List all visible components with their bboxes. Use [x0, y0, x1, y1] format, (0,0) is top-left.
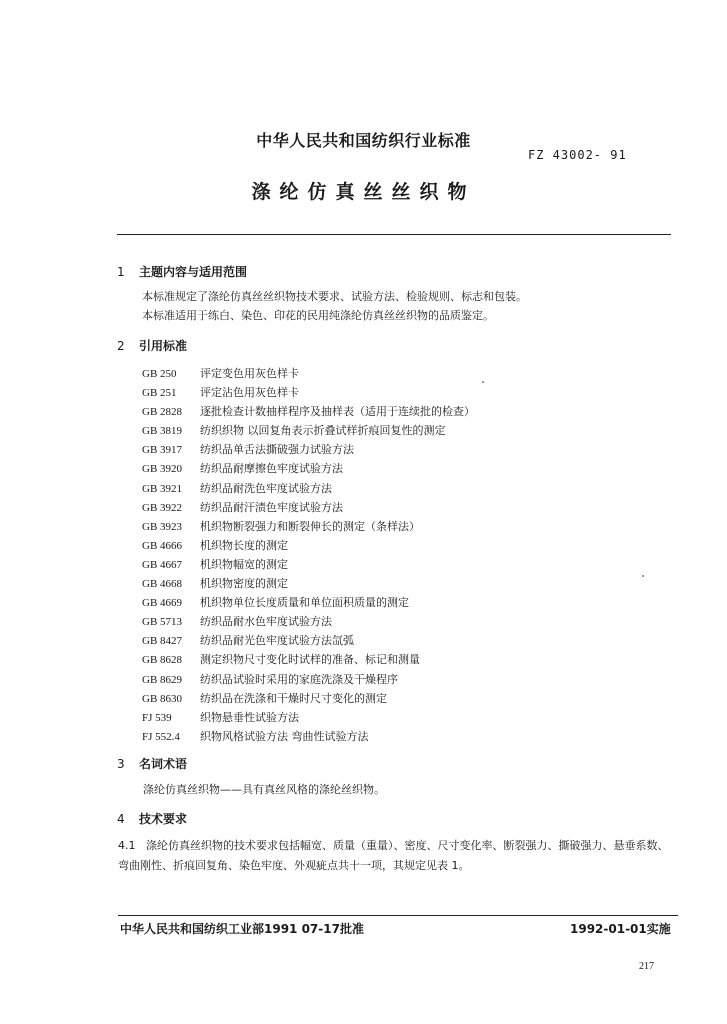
reference-code: GB 4666: [142, 539, 183, 552]
page-number: 217: [639, 961, 654, 972]
reference-title: 纺织品在洗涤和干燥时尺寸变化的测定: [200, 691, 387, 705]
reference-title: 纺织品试验时采用的家庭洗涤及干燥程序: [200, 672, 398, 686]
reference-title: 机织物密度的测定: [200, 577, 288, 591]
reference-title: 纺织品耐水色牢度试验方法: [200, 615, 332, 629]
section-1-title: 主题内容与适用范围: [139, 265, 248, 279]
section-3-title: 名词术语: [139, 757, 188, 771]
standard-code: FZ 43002- 91: [528, 148, 627, 162]
reference-title: 纺织品耐光色牢度试验方法氙弧: [200, 634, 354, 648]
reference-code: GB 8629: [142, 673, 183, 686]
reference-item: [142, 536, 475, 555]
reference-item: [142, 631, 475, 650]
section-3-heading: [117, 755, 187, 772]
section-3-number: 3: [117, 757, 125, 771]
reference-title: 逐批检查计数抽样程序及抽样表（适用于连续批的检查）: [200, 405, 475, 419]
reference-code: GB 250: [142, 368, 177, 380]
reference-item: [142, 555, 475, 574]
reference-code: GB 8628: [142, 654, 183, 667]
reference-title: 评定变色用灰色样卡: [200, 367, 299, 380]
reference-code: GB 3923: [142, 520, 183, 533]
effective-date: 1992-01-01实施: [570, 922, 671, 936]
clause-number: 4.1: [118, 839, 136, 852]
section-1-heading: [117, 263, 247, 280]
reference-item: [142, 479, 475, 498]
clause-4-1: [118, 836, 678, 876]
reference-item: [142, 650, 475, 669]
reference-title: 纺织品耐汗渍色牢度试验方法: [200, 500, 343, 514]
section-1-paragraph-1: 本标准规定了涤纶仿真丝丝织物技术要求、试验方法、检验规则、标志和包装。: [142, 290, 527, 303]
section-2-title: 引用标准: [139, 339, 188, 353]
reference-item: [142, 670, 475, 689]
reference-title: 纺织织物 以回复角表示折叠试样折痕回复性的测定: [200, 424, 446, 438]
reference-item: [142, 727, 475, 746]
reference-title: 纺织品耐摩擦色牢度试验方法: [200, 462, 343, 476]
reference-item: [142, 402, 475, 421]
approval-line: 中华人民共和国纺织工业部1991 07-17批准: [120, 922, 364, 936]
reference-list: [142, 364, 475, 746]
reference-item: [142, 383, 475, 402]
section-4-heading: [117, 810, 187, 827]
reference-code: FJ 552.4: [142, 730, 180, 743]
issuing-organization: 中华人民共和国纺织行业标准: [256, 131, 471, 150]
reference-code: FJ 539: [142, 711, 172, 724]
section-4-title: 技术要求: [139, 812, 188, 826]
reference-title: 织物风格试验方法 弯曲性试验方法: [200, 729, 369, 743]
reference-item: [142, 517, 475, 536]
reference-title: 织物悬垂性试验方法: [200, 710, 299, 724]
scan-speck: [642, 575, 644, 577]
reference-title: 机织物长度的测定: [200, 538, 288, 552]
section-2-number: 2: [117, 339, 125, 353]
reference-item: [142, 708, 475, 727]
reference-title: 纺织品耐洗色牢度试验方法: [200, 481, 332, 495]
reference-title: 机织物断裂强力和断裂伸长的测定（条样法）: [200, 519, 420, 533]
reference-code: GB 3920: [142, 463, 183, 476]
reference-code: GB 2828: [142, 406, 183, 419]
reference-item: [142, 498, 475, 517]
scan-speck: [482, 381, 484, 383]
reference-item: [142, 459, 475, 478]
reference-code: GB 5713: [142, 616, 183, 629]
section-4-number: 4: [117, 812, 125, 826]
reference-item: [142, 574, 475, 593]
reference-code: GB 3819: [142, 425, 183, 438]
reference-item: [142, 612, 475, 631]
term-definition: 涤纶仿真丝织物——具有真丝风格的涤纶丝织物。: [143, 783, 385, 796]
clause-text: 涤纶仿真丝织物的技术要求包括幅宽、质量（重量）、密度、尺寸变化率、断裂强力、撕破强力、悬垂系数、弯曲刚性、折痕回复角、染色牢度、外观疵点共十一项，其规定见表 1。: [118, 839, 669, 872]
section-1-number: 1: [117, 265, 125, 279]
reference-code: GB 4668: [142, 578, 183, 591]
footer-divider: [118, 915, 678, 916]
reference-item: [142, 364, 475, 383]
reference-code: GB 8427: [142, 635, 183, 648]
reference-code: GB 4669: [142, 597, 183, 610]
document-title: 涤纶仿真丝丝织物: [251, 181, 476, 203]
reference-item: [142, 593, 475, 612]
section-1-paragraph-2: 本标准适用于练白、染色、印花的民用纯涤纶仿真丝丝织物的品质鉴定。: [142, 309, 494, 322]
reference-code: GB 251: [142, 387, 177, 400]
reference-item: [142, 689, 475, 708]
reference-title: 机织物幅宽的测定: [200, 557, 288, 571]
reference-code: GB 4667: [142, 558, 183, 571]
reference-code: GB 3922: [142, 501, 183, 514]
reference-code: GB 8630: [142, 692, 183, 705]
header-divider: [117, 234, 671, 235]
section-2-heading: [117, 337, 187, 354]
reference-title: 评定沾色用灰色样卡: [200, 386, 299, 400]
reference-item: [142, 440, 475, 459]
reference-item: [142, 421, 475, 440]
reference-title: 测定织物尺寸变化时试样的准备、标记和测量: [200, 653, 420, 667]
reference-title: 机织物单位长度质量和单位面积质量的测定: [200, 596, 409, 610]
reference-code: GB 3921: [142, 482, 183, 495]
reference-code: GB 3917: [142, 444, 183, 457]
reference-title: 纺织品单舌法撕破强力试验方法: [200, 443, 354, 457]
